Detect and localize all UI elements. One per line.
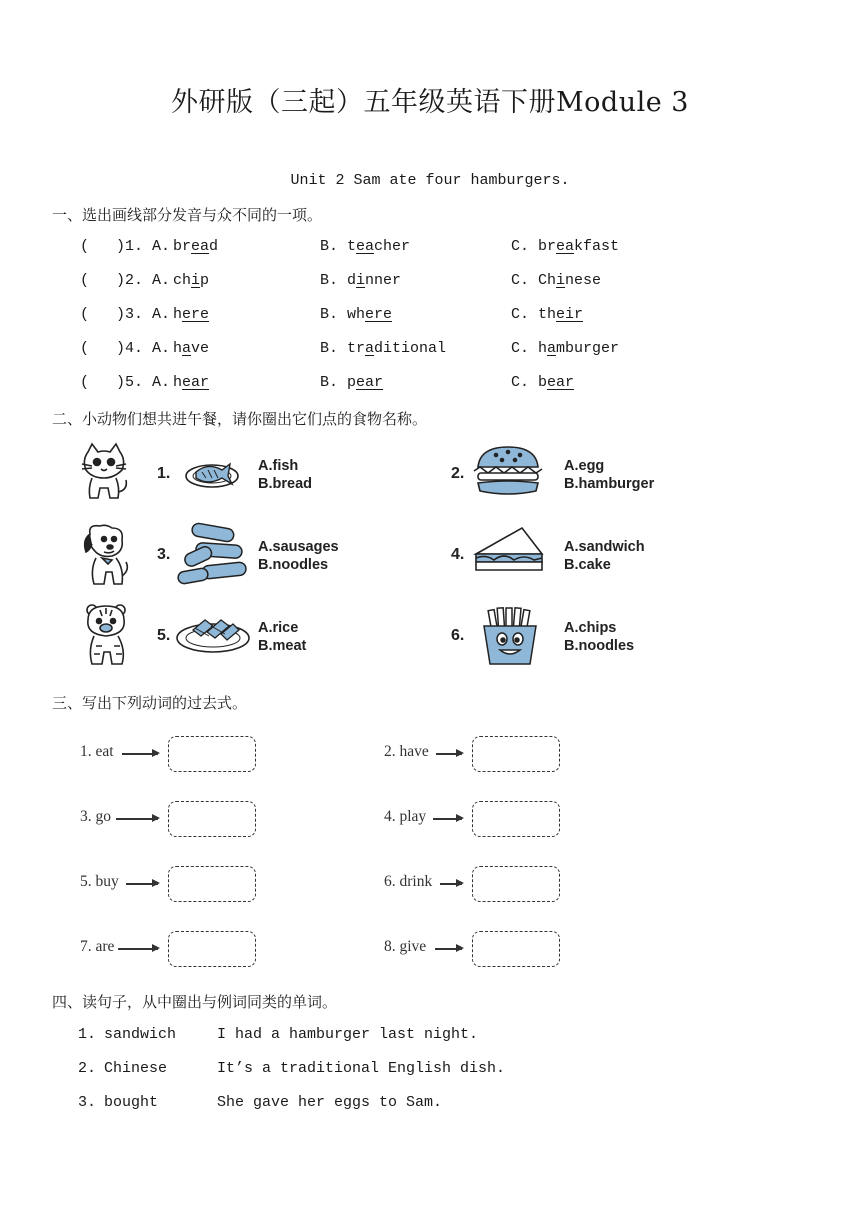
unit-subtitle: Unit 2 Sam ate four hamburgers. (290, 172, 570, 189)
answer-box[interactable] (472, 801, 560, 837)
tiger-icon (78, 602, 134, 670)
word-part: h (538, 340, 548, 357)
item-5-option-b[interactable]: B.meat (258, 638, 307, 654)
item-3-option-b[interactable]: B.noodles (258, 557, 329, 573)
answer-box[interactable] (168, 736, 256, 772)
answer-box[interactable] (168, 801, 256, 837)
sandwich-icon (472, 524, 546, 576)
dog-icon (78, 522, 134, 590)
underlined-part: ear (356, 374, 384, 391)
item-number: 2. (78, 1060, 97, 1077)
option-a-word[interactable] (173, 340, 209, 357)
section-3-heading: 三、写出下列动词的过去式。 (52, 694, 248, 712)
word-part: d (209, 238, 219, 255)
word-part: p (200, 272, 210, 289)
question-number: ( )3. A. (80, 306, 171, 323)
word-part: wh (347, 306, 366, 323)
meat-plate-icon (175, 612, 251, 656)
item-4-number: 4. (451, 546, 465, 563)
word-part: mburger (556, 340, 620, 357)
option-c-word[interactable] (538, 272, 601, 289)
page-title: 外研版（三起）五年级英语下册Module 3 (171, 87, 689, 118)
question-number: ( )4. A. (80, 340, 171, 357)
underlined-part: ea (556, 238, 575, 255)
word-part: h (173, 374, 183, 391)
option-a-word[interactable] (173, 306, 209, 323)
item-5-number: 5. (157, 627, 171, 644)
item-6-option-b[interactable]: B.noodles (564, 638, 635, 654)
item-4-option-a[interactable]: A.sandwich (564, 539, 645, 555)
option-a-word[interactable] (173, 238, 218, 255)
option-b-word[interactable] (347, 340, 446, 357)
fish-plate-icon (184, 456, 240, 490)
item-6-number: 6. (451, 627, 465, 644)
chips-icon (478, 606, 542, 668)
option-a-word[interactable] (173, 272, 209, 289)
option-b-word[interactable] (347, 238, 410, 255)
underlined-part: ear (547, 374, 575, 391)
word-part: h (173, 306, 183, 323)
item-4-option-b[interactable]: B.cake (564, 557, 611, 573)
option-label: B. (320, 374, 339, 391)
item-1-option-b[interactable]: B.bread (258, 476, 312, 492)
word-part: ve (191, 340, 210, 357)
option-b-word[interactable] (347, 374, 383, 391)
underlined-part: a (182, 340, 192, 357)
cat-icon (74, 442, 134, 506)
option-label: B. (320, 306, 339, 323)
section-4-heading: 四、读句子，从中圈出与例词同类的单词。 (52, 993, 338, 1011)
word-part: ditional (374, 340, 447, 357)
verb-label: 6. drink (384, 873, 433, 890)
hamburger-icon (470, 443, 546, 499)
sentence[interactable]: I had a hamburger last night. (217, 1026, 479, 1043)
word-part: b (538, 374, 548, 391)
answer-box[interactable] (472, 931, 560, 967)
underlined-part: ear (182, 374, 210, 391)
item-3-number: 3. (157, 546, 171, 563)
verb-label: 1. eat (80, 743, 114, 760)
section-1-heading: 一、选出画线部分发音与众不同的一项。 (52, 206, 323, 224)
arrow-icon (435, 948, 462, 950)
word-part: t (347, 238, 357, 255)
item-5-option-a[interactable]: A.rice (258, 620, 299, 636)
option-label: C. (511, 374, 530, 391)
answer-box[interactable] (472, 866, 560, 902)
arrow-icon (122, 753, 158, 755)
question-number: ( )1. A. (80, 238, 171, 255)
example-word: sandwich (104, 1026, 177, 1043)
verb-label: 3. go (80, 808, 111, 825)
underlined-part: a (547, 340, 557, 357)
underlined-part: i (191, 272, 201, 289)
section-2-heading: 二、小动物们想共进午餐，请你圈出它们点的食物名称。 (52, 410, 428, 428)
option-label: C. (511, 306, 530, 323)
option-c-word[interactable] (538, 238, 619, 255)
answer-box[interactable] (168, 866, 256, 902)
item-6-option-a[interactable]: A.chips (564, 620, 617, 636)
option-label: C. (511, 272, 530, 289)
item-1-option-a[interactable]: A.fish (258, 458, 299, 474)
arrow-icon (118, 948, 158, 950)
underlined-part: ere (365, 306, 393, 323)
example-word: bought (104, 1094, 159, 1111)
verb-label: 4. play (384, 808, 427, 825)
sausages-icon (174, 520, 250, 586)
item-1-number: 1. (157, 465, 171, 482)
option-label: B. (320, 272, 339, 289)
verb-label: 8. give (384, 938, 427, 955)
option-label: B. (320, 238, 339, 255)
word-part: nese (565, 272, 602, 289)
word-part: th (538, 306, 557, 323)
word-part: nner (365, 272, 402, 289)
arrow-icon (440, 883, 462, 885)
word-part: kfast (574, 238, 620, 255)
arrow-icon (126, 883, 158, 885)
sentence[interactable]: She gave her eggs to Sam. (217, 1094, 443, 1111)
word-part: p (347, 374, 357, 391)
word-part: ch (173, 272, 192, 289)
word-part: Ch (538, 272, 557, 289)
verb-label: 2. have (384, 743, 429, 760)
underlined-part: i (556, 272, 566, 289)
underlined-part: a (365, 340, 375, 357)
answer-box[interactable] (168, 931, 256, 967)
option-label: B. (320, 340, 339, 357)
option-label: C. (511, 340, 530, 357)
item-number: 3. (78, 1094, 97, 1111)
option-a-word[interactable] (173, 374, 209, 391)
item-2-option-b[interactable]: B.hamburger (564, 476, 655, 492)
example-word: Chinese (104, 1060, 168, 1077)
sentence[interactable]: It’s a traditional English dish. (217, 1060, 506, 1077)
item-number: 1. (78, 1026, 97, 1043)
arrow-icon (433, 818, 462, 820)
underlined-part: ea (191, 238, 210, 255)
word-part: h (173, 340, 183, 357)
option-b-word[interactable] (347, 306, 392, 323)
underlined-part: eir (556, 306, 584, 323)
question-number: ( )2. A. (80, 272, 171, 289)
word-part: br (173, 238, 192, 255)
underlined-part: i (356, 272, 366, 289)
arrow-icon (436, 753, 462, 755)
verb-label: 5. buy (80, 873, 119, 890)
word-part: br (538, 238, 557, 255)
item-3-option-a[interactable]: A.sausages (258, 539, 339, 555)
answer-box[interactable] (472, 736, 560, 772)
verb-label: 7. are (80, 938, 115, 955)
question-number: ( )5. A. (80, 374, 171, 391)
underlined-part: ea (356, 238, 375, 255)
word-part: tr (347, 340, 366, 357)
item-2-option-a[interactable]: A.egg (564, 458, 605, 474)
arrow-icon (116, 818, 158, 820)
word-part: cher (374, 238, 411, 255)
option-c-word[interactable] (538, 374, 574, 391)
item-2-number: 2. (451, 465, 465, 482)
option-label: C. (511, 238, 530, 255)
option-c-word[interactable] (538, 306, 583, 323)
underlined-part: ere (182, 306, 210, 323)
option-c-word[interactable] (538, 340, 619, 357)
option-b-word[interactable] (347, 272, 401, 289)
word-part: d (347, 272, 357, 289)
